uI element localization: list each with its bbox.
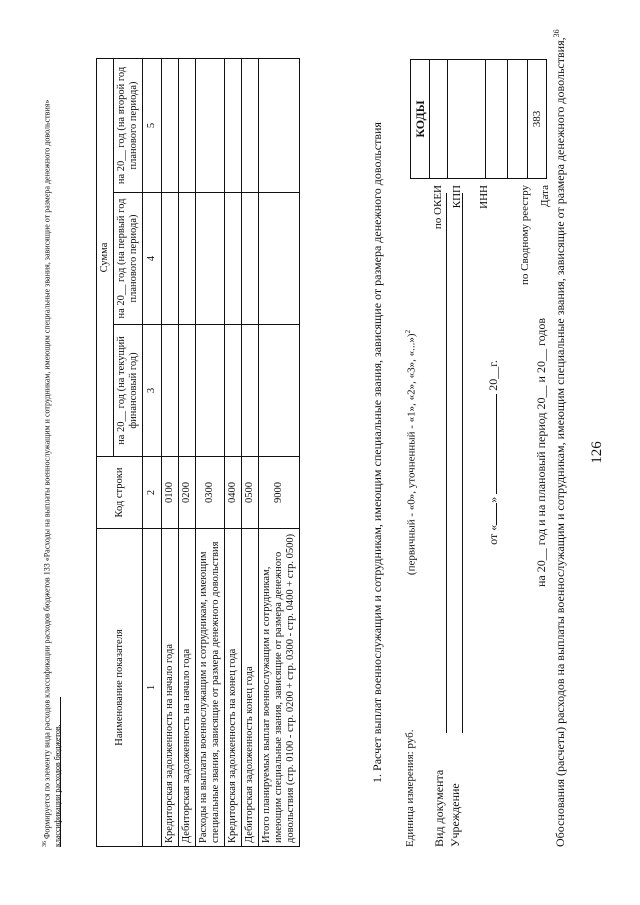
payments-table (96, 58, 300, 847)
code-date-cell (430, 60, 448, 179)
date-prefix: от « (486, 524, 500, 545)
institution-label: Учреждение (448, 783, 462, 847)
row-value-year3 (196, 58, 225, 192)
row-value-year3 (259, 58, 300, 192)
row-name: Кредиторская задолженность на начало года (162, 529, 179, 847)
document-type-label: Вид документа (432, 769, 446, 847)
document-title (550, 29, 567, 847)
col-header-year3: на 20__ год (на второй год планового периода) (114, 58, 143, 192)
row-value-year1 (162, 325, 179, 457)
table-row (179, 58, 196, 846)
row-value-year2 (162, 193, 179, 325)
row-name: Расходы на выплаты военнослужащим и сотрудникам, имеющим специальные звания, зависящие от размера денежного довольствия (196, 529, 225, 847)
row-value-year1 (259, 325, 300, 457)
row-value-year2 (196, 193, 225, 325)
row-code: 0200 (179, 457, 196, 529)
date-day-blank (496, 503, 497, 525)
row-value-year1 (225, 325, 242, 457)
row-value-year3 (179, 58, 196, 192)
document-type-note-text: (первичный - «0», уточненный - «1», «2», «3», «...») (405, 333, 418, 576)
table-row (162, 58, 179, 846)
code-label-kpp: КПП (451, 185, 463, 209)
page-number: 126 (589, 441, 605, 464)
title-text: Обоснования (расчеты) расходов на выплаты военнослужащим и сотрудникам, имеющим специальные звания, зависящие от размера денежного довольствия, (553, 37, 567, 847)
row-value-year1 (196, 325, 225, 457)
date-suffix: 20__г. (486, 360, 500, 391)
footnote-text: Формируется по элементу вида расходов классификации расходов бюджетов 133 «Расходы на выплаты военнослужащим и сотрудникам, имеющим специальные звания, зависящие от размера денежного довольствия» классификации расходов бюджетов. (42, 99, 62, 847)
codes-header: КОДЫ (411, 60, 430, 179)
code-label-registry: по Сводному реестру (519, 185, 531, 285)
row-value-year3 (225, 58, 242, 192)
row-value-year3 (162, 58, 179, 192)
col-number: 5 (143, 58, 162, 192)
col-number: 1 (143, 529, 162, 847)
col-number: 2 (143, 457, 162, 529)
row-code: 9000 (259, 457, 300, 529)
code-label-okei: по ОКЕИ (432, 185, 444, 230)
col-header-year1: на 20__ год (на текущий финансовый год) (114, 325, 143, 457)
date-mid: » (486, 496, 500, 503)
row-code: 0400 (225, 457, 242, 529)
section-title: 1. Расчет выплат военнослужащим и сотрудникам, имеющим специальные звания, зависящие от размера денежного довольствия (370, 122, 384, 783)
code-okei-cell: 383 (528, 60, 547, 179)
row-name: Дебиторская задолженность на начало года (179, 529, 196, 847)
row-code: 0100 (162, 457, 179, 529)
row-value-year2 (225, 193, 242, 325)
footnote-ref: 36 (42, 841, 48, 847)
row-name: Кредиторская задолженность на конец года (225, 529, 242, 847)
col-number: 3 (143, 325, 162, 457)
table-row (196, 58, 225, 846)
document-type-field-line (446, 193, 447, 733)
codes-box (410, 59, 547, 179)
row-name: Дебиторская задолженность конец года (242, 529, 259, 847)
col-header-code: Код строки (97, 457, 143, 529)
title-period: на 20__ год и на плановый период 20__ и 20__ годов (534, 318, 548, 588)
code-registry-cell (448, 60, 486, 179)
col-header-year2: на 20__ год (на первый год планового периода) (114, 193, 143, 325)
row-code: 0300 (196, 457, 225, 529)
date-month-blank (496, 394, 497, 494)
row-name: Итого планируемых выплат военнослужащим и сотрудникам, имеющим специальные звания, зависящие от размера денежного довольствия (стр. 0100 - стр. 0200 + стр. 0300 - стр. 0400 + стр. 0500) (259, 529, 300, 847)
row-code: 0500 (242, 457, 259, 529)
table-row (259, 58, 300, 846)
code-label-date: Дата (539, 185, 551, 207)
row-value-year3 (242, 58, 259, 192)
row-value-year2 (242, 193, 259, 325)
col-header-sum: Сумма (97, 58, 114, 456)
footnote (40, 57, 63, 847)
table-row (225, 58, 242, 846)
code-label-inn: ИНН (478, 185, 490, 209)
col-number: 4 (143, 193, 162, 325)
document-type-note-ref: 2 (404, 329, 412, 334)
code-kpp-cell (508, 60, 528, 179)
row-value-year1 (242, 325, 259, 457)
row-value-year2 (179, 193, 196, 325)
table-row (242, 58, 259, 846)
col-header-name: Наименование показателя (97, 529, 143, 847)
row-value-year2 (259, 193, 300, 325)
code-inn-cell (486, 60, 508, 179)
unit-label: Единица измерения: руб. (404, 729, 416, 847)
row-value-year1 (179, 325, 196, 457)
title-footnote-ref: 36 (552, 29, 561, 38)
